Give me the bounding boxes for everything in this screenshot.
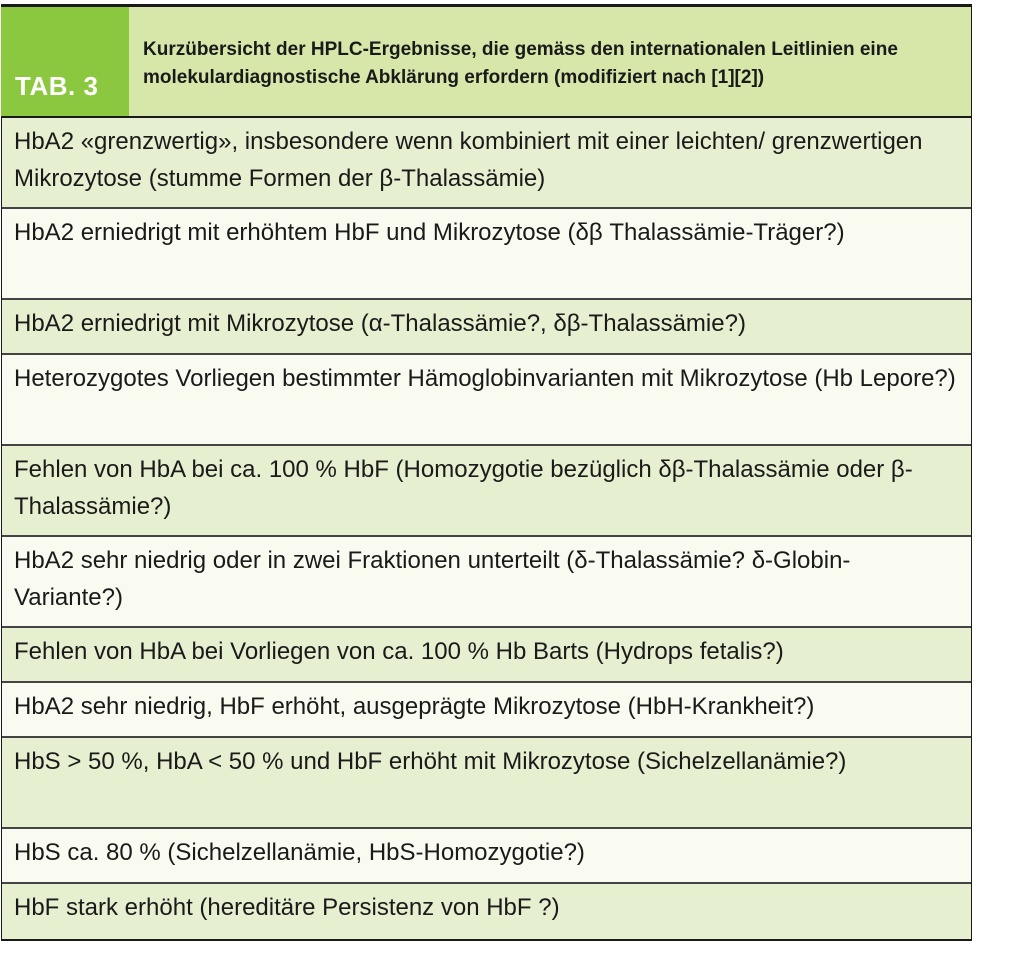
table-row: HbA2 sehr niedrig oder in zwei Fraktionen unterteilt (δ-Thalassämie? δ-Globin-Variante?)	[2, 537, 971, 628]
table-row: HbA2 erniedrigt mit erhöhtem HbF und Mikrozytose (δβ Thalassämie-Träger?)	[2, 209, 971, 300]
table-row: HbA2 erniedrigt mit Mikrozytose (α-Thalassämie?, δβ-Thalassämie?)	[2, 300, 971, 355]
table-row: HbA2 «grenzwertig», insbesondere wenn kombiniert mit einer leichten/ grenzwertigen Mikrozytose (stumme Formen der β-Thalassämie)	[2, 118, 971, 209]
table-row: HbA2 sehr niedrig, HbF erhöht, ausgeprägte Mikrozytose (HbH-Krankheit?)	[2, 683, 971, 738]
table-row: HbS ca. 80 % (Sichelzellanämie, HbS-Homozygotie?)	[2, 829, 971, 884]
table-header	[1, 7, 971, 118]
table-row: HbF stark erhöht (hereditäre Persistenz von HbF ?)	[2, 884, 971, 939]
table-body	[1, 118, 971, 939]
table-row: HbS > 50 %, HbA < 50 % und HbF erhöht mit Mikrozytose (Sichelzellanämie?)	[2, 738, 971, 829]
table-number-label: TAB. 3	[1, 7, 129, 116]
findings-table	[1, 4, 972, 941]
table-row: Heterozygotes Vorliegen bestimmter Hämoglobinvarianten mit Mikrozytose (Hb Lepore?)	[2, 355, 971, 446]
table-row: Fehlen von HbA bei Vorliegen von ca. 100 % Hb Barts (Hydrops fetalis?)	[2, 628, 971, 683]
table-caption: Kurzübersicht der HPLC-Ergebnisse, die gemäss den internationalen Leitlinien eine molekulardiagnostische Abklärung erfordern (modifiziert nach [1][2])	[129, 7, 971, 116]
table-row: Fehlen von HbA bei ca. 100 % HbF (Homozygotie bezüglich δβ-Thalassämie oder β-Thalassämie?)	[2, 446, 971, 537]
